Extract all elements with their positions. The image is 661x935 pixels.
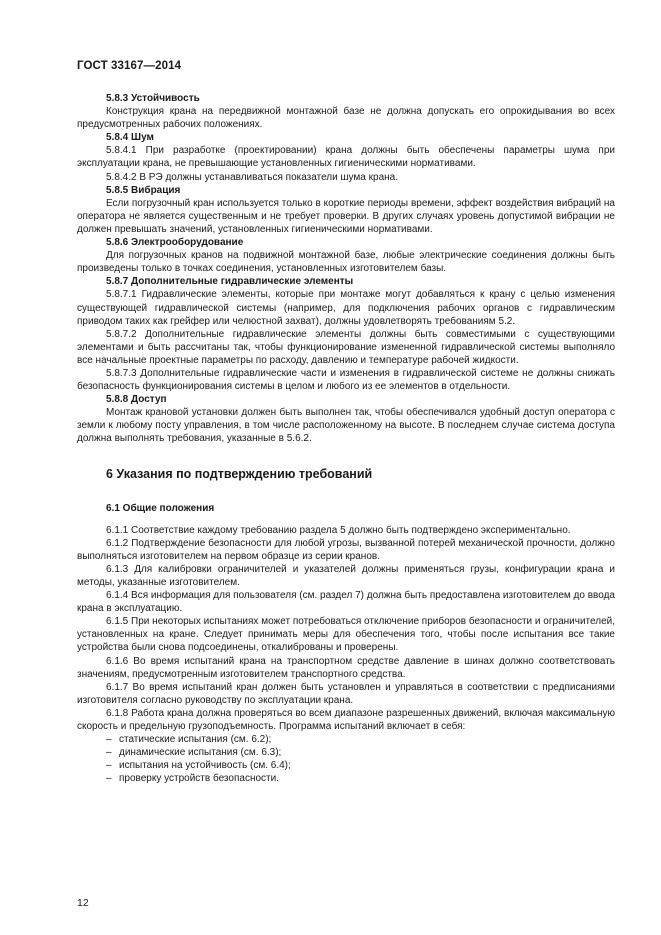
subsection-6-1-heading: 6.1 Общие положения (106, 502, 215, 514)
test-program-list (77, 733, 615, 785)
section-6-heading: 6 Указания по подтверждению требований (106, 466, 373, 481)
clause-heading: 5.8.8 Доступ (106, 394, 167, 406)
clause-heading: 5.8.7 Дополнительные гидравлические элементы (106, 276, 354, 288)
list-dash: – (106, 760, 112, 772)
paragraph: 5.8.7.1 Гидравлические элементы, которые при монтаже могут добавляться к крану с целью изменения существующей гидравлической системы (например, для подключения рабочих органов с гидравлическим приводом таких как грейфер или челюстной захват), должны удовлетворять требованиям 5.2. (77, 289, 615, 327)
list-item (77, 772, 615, 785)
clause-heading: 5.8.4 Шум (106, 132, 154, 144)
paragraph: 5.8.7.2 Дополнительные гидравлические элементы должны быть совместимыми с существующими элементами и быть рассчитаны так, чтобы функционирование измененной гидравлической системы выполняло все начальные проектные параметры по расходу, давлению и температуре рабочей жидкости. (77, 328, 615, 366)
clause-heading: 5.8.3 Устойчивость (106, 93, 200, 104)
document-header: ГОСТ 33167—2014 (77, 60, 182, 72)
paragraph: 6.1.5 При некоторых испытаниях может потребоваться отключение приборов безопасности и ограничителей, установленных на кране. Следует принимать меры для обеспечения того, чтобы после испытания все такие устройства были снова подсоединены, откалиброваны и проверены. (77, 616, 615, 654)
paragraph: Для погрузочных кранов на подвижной монтажной базе, любые электрические соединения должны быть произведены только в точках соединения, установленных изготовителем базы. (77, 250, 615, 275)
paragraph: 6.1.8 Работа крана должна проверяться во всем диапазоне разрешенных движений, включая максимальную скорость и предельную грузоподъемность. Программа испытаний включает в себя: (77, 707, 615, 733)
paragraph: 5.8.7.3 Дополнительные гидравлические части и изменения в гидравлической системе не должны снижать безопасность функционирования системы в целом и любого из ее элементов в отдельности. (77, 367, 615, 393)
paragraph: Если погрузочный кран используется только в короткие периоды времени, эффект воздействия вибраций на оператора не является существенным и не требует проверки. В других случаях уровень допустимой вибрации не должен превышать значений, установленных гигиеническими нормативами. (77, 197, 615, 235)
list-item-text: динамические испытания (см. 6.3); (119, 747, 282, 759)
section-5-8 (77, 92, 615, 446)
list-item (77, 733, 615, 746)
list-dash: – (106, 747, 112, 759)
document-body (77, 92, 615, 786)
paragraph: 6.1.2 Подтверждение безопасности для любой угрозы, вызванной потерей механической прочности, должно выполняться изготовителем на первом образце из серии кранов. (77, 537, 615, 562)
list-dash: – (106, 773, 112, 785)
list-item-text: испытания на устойчивость (см. 6.4); (119, 760, 291, 772)
list-item (77, 746, 615, 759)
paragraph: 6.1.1 Соответствие каждому требованию раздела 5 должно быть подтверждено экспериментально. (106, 524, 571, 536)
paragraph: Монтаж крановой установки должен быть выполнен так, чтобы обеспечивался удобный доступ оператора с земли к любому посту управления, в том числе расположенному на высоте. В последнем случае система доступа должна выполнять требования, указанные в 5.6.2. (77, 407, 615, 445)
list-item (77, 759, 615, 772)
list-item-text: статические испытания (см. 6.2); (119, 734, 272, 746)
clause-heading: 5.8.5 Вибрация (106, 184, 181, 196)
paragraph: Конструкция крана на передвижной монтажной базе не должна допускать его опрокидывания во всех предусмотренных рабочих положениях. (77, 106, 615, 131)
clause-heading: 5.8.6 Электрооборудование (106, 237, 244, 249)
list-item-text: проверку устройств безопасности. (119, 773, 279, 785)
paragraph: 5.8.4.1 При разработке (проектировании) крана должны быть обеспечены параметры шума при эксплуатации крана, не превышающие установленных гигиеническими нормативами. (77, 145, 615, 170)
list-dash: – (106, 734, 112, 746)
paragraph: 6.1.7 Во время испытаний кран должен быть установлен и управляться в соответствии с предписаниями изготовителя согласно руководству по эксплуатации крана. (77, 681, 615, 706)
paragraph: 6.1.6 Во время испытаний крана на транспортном средстве давление в шинах должно соответствовать значениям, предусмотренным изготовителем транспортного средства. (77, 655, 615, 680)
page-number: 12 (77, 897, 89, 909)
paragraph: 6.1.3 Для калибровки ограничителей и указателей должны применяться грузы, конфигурации крана и методы, указанные изготовителем. (77, 563, 615, 588)
paragraph: 6.1.4 Вся информация для пользователя (см. раздел 7) должна быть предоставлена изготовителем до ввода крана в эксплуатацию. (77, 590, 615, 615)
section-6-1 (77, 524, 615, 734)
paragraph: 5.8.4.2 В РЭ должны устанавливаться показатели шума крана. (106, 171, 398, 183)
